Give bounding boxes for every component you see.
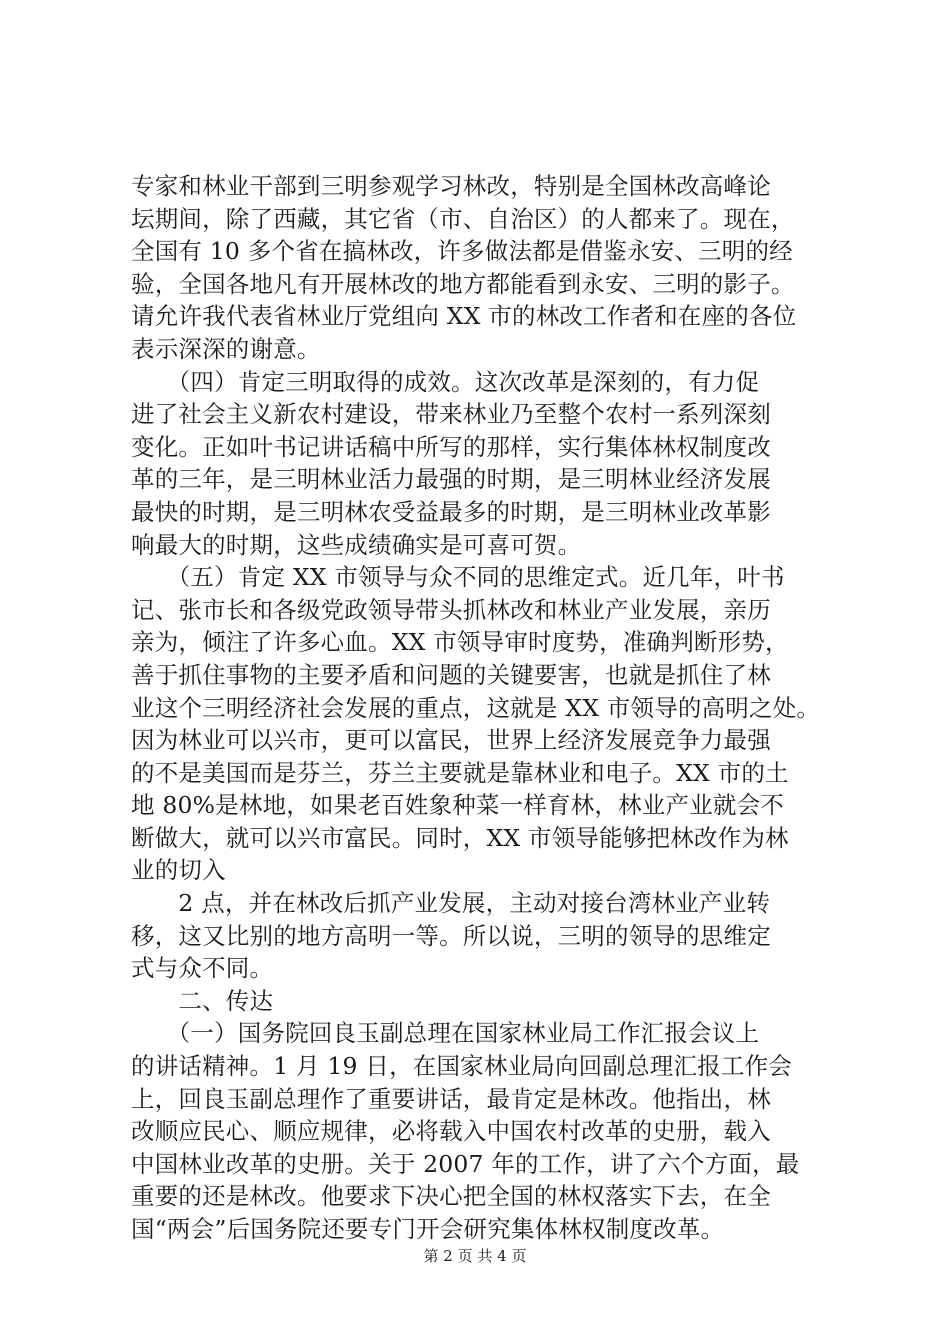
text-line: 中国林业改革的史册。关于 2007 年的工作，讲了六个方面，最: [131, 1149, 800, 1178]
text-line: 2 点，并在林改后抓产业发展，主动对接台湾林业产业转: [131, 889, 771, 918]
text-line: 式与众不同。: [131, 954, 274, 983]
text-line: 全国有 10 多个省在搞林改，许多做法都是借鉴永安、三明的经: [131, 237, 793, 266]
text-line: 业的切入: [131, 856, 226, 885]
text-line: 响最大的时期，这些成绩确实是可喜可贺。: [131, 530, 582, 559]
text-line: 变化。正如叶书记讲话稿中所写的那样，实行集体林权制度改: [131, 432, 771, 461]
text-line: 最快的时期，是三明林农受益最多的时期，是三明林业改革影: [131, 497, 771, 526]
text-line: 地 80%是林地，如果老百姓象种菜一样育林，林业产业就会不: [131, 791, 785, 820]
text-line: 移，这又比别的地方高明一等。所以说，三明的领导的思维定: [131, 921, 771, 950]
document-body: [131, 170, 851, 1246]
text-line: 坛期间，除了西藏，其它省（市、自治区）的人都来了。现在，: [131, 204, 795, 233]
text-line: 二、传达: [131, 986, 274, 1015]
page-footer: 第 2 页 共 4 页: [423, 1247, 527, 1265]
text-line: 记、张市长和各级党政领导带头抓林改和林业产业发展，亲历: [131, 595, 771, 624]
text-line: 上，回良玉副总理作了重要讲话，最肯定是林改。他指出，林: [131, 1084, 771, 1113]
text-line: 验，全国各地凡有开展林改的地方都能看到永安、三明的影子。: [131, 269, 795, 298]
text-line: 国“两会”后国务院还要专门开会研究集体林权制度改革。: [131, 1215, 725, 1243]
text-line: 进了社会主义新农村建设，带来林业乃至整个农村一系列深刻: [131, 400, 771, 429]
text-line: 的讲话精神。1 月 19 日，在国家林业局向回副总理汇报工作会: [131, 1052, 792, 1081]
text-line: 亲为，倾注了许多心血。XX 市领导审时度势，准确判断形势，: [131, 628, 789, 657]
text-line: 请允许我代表省林业厅党组向 XX 市的林改工作者和在座的各位: [131, 302, 797, 331]
text-line: 的不是美国而是芬兰，芬兰主要就是靠林业和电子。XX 市的土: [131, 758, 789, 787]
text-line: 改顺应民心、顺应规律，必将载入中国农村改革的史册，载入: [131, 1117, 771, 1146]
text-line: （四）肯定三明取得的成效。这次改革是深刻的，有力促: [131, 367, 760, 396]
text-line: 因为林业可以兴市，更可以富民，世界上经济发展竞争力最强: [131, 726, 771, 755]
text-line: （一）国务院回良玉副总理在国家林业局工作汇报会议上: [131, 1019, 760, 1048]
text-line: 业这个三明经济社会发展的重点，这就是 XX 市领导的高明之处。: [131, 693, 821, 722]
text-line: 表示深深的谢意。: [131, 334, 321, 363]
text-line: 断做大，就可以兴市富民。同时，XX 市领导能够把林改作为林: [131, 823, 789, 852]
text-line: 善于抓住事物的主要矛盾和问题的关键要害，也就是抓住了林: [131, 660, 771, 689]
text-line: 专家和林业干部到三明参观学习林改，特别是全国林改高峰论: [131, 172, 771, 200]
text-line: 重要的还是林改。他要求下决心把全国的林权落实下去，在全: [131, 1182, 771, 1211]
text-line: 革的三年，是三明林业活力最强的时期，是三明林业经济发展: [131, 465, 771, 494]
text-line: （五）肯定 XX 市领导与众不同的思维定式。近几年，叶书: [131, 563, 785, 592]
